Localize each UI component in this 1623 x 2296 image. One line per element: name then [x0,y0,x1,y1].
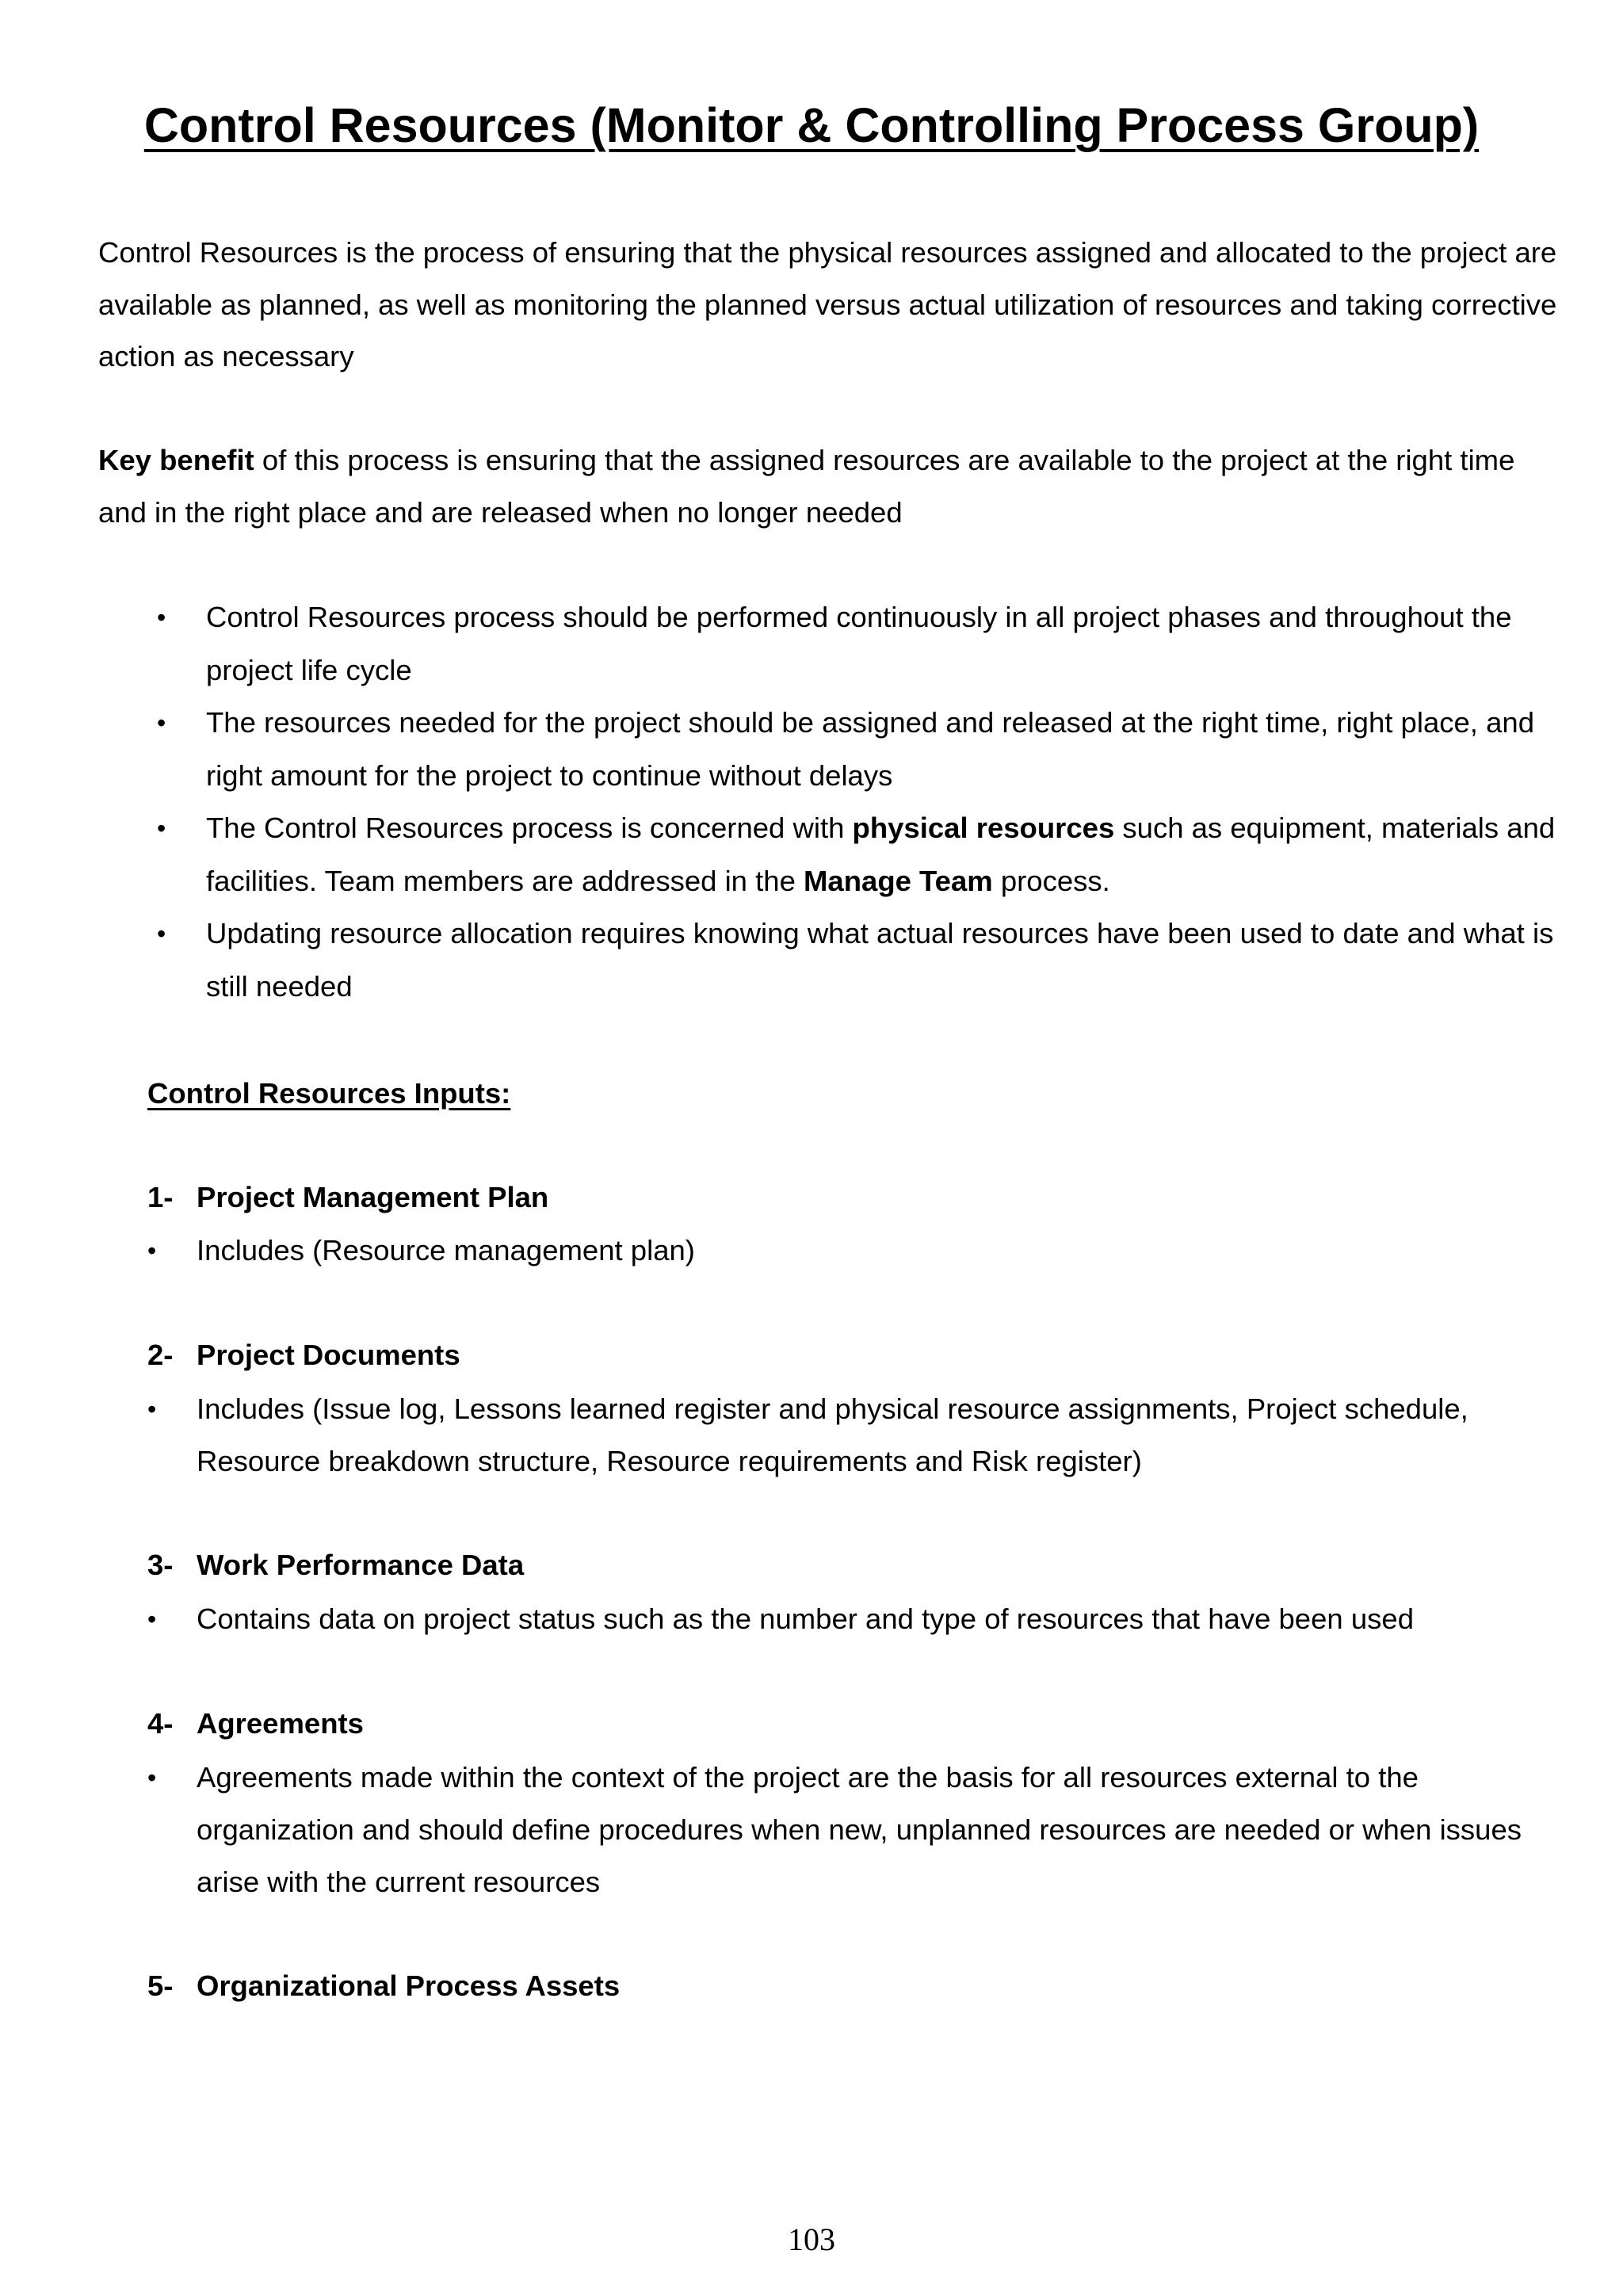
process-bullet-list [98,591,1572,1013]
key-benefit-label: Key benefit [98,444,254,476]
bullet-icon: • [147,1236,157,1265]
page-number: 103 [788,2222,835,2257]
input-detail-2 [147,1383,1566,1488]
input-number: 3- [147,1549,174,1581]
bullet-bold: physical resources [852,812,1115,844]
bullet-item: • The resources needed for the project should be assigned and released at the right time, right place, and right amount for the project to continue without delays [98,697,1572,802]
input-title-5 [147,1960,620,2012]
key-benefit-paragraph [98,434,1564,538]
page-title: Control Resources (Monitor & Controlling Process Group) [143,98,1480,152]
bullet-icon: • [147,1605,157,1633]
input-detail-text: Agreements made within the context of the project are the basis for all resources external to the organization and should define procedures when new, unplanned resources are needed or when issues arise with the current resources [197,1761,1522,1898]
input-number: 2- [147,1339,174,1371]
input-number: 5- [147,1969,174,2002]
bullet-text: The Control Resources process is concerned with [206,812,853,844]
key-benefit-text: of this process is ensuring that the assigned resources are available to the project at the right time and in the right place and are released when no longer needed [98,444,1515,529]
input-title-3 [147,1539,524,1591]
input-title-4 [147,1698,364,1750]
input-detail-1 [147,1224,1566,1277]
input-number: 4- [147,1707,174,1740]
bullet-text: such as equipment, materials and facilities. Team members are addressed in the [206,812,1556,897]
input-title-text: Project Management Plan [197,1181,549,1213]
input-title-1 [147,1171,548,1224]
bullet-item: • Control Resources process should be performed continuously in all project phases and throughout the project life cycle [98,591,1572,697]
input-title-text: Work Performance Data [197,1549,525,1581]
bullet-icon: • [147,1395,157,1423]
input-number: 1- [147,1181,174,1213]
inputs-heading: Control Resources Inputs: [147,1077,511,1110]
bullet-item: • Updating resource allocation requires knowing what actual resources have been used to date and what is still needed [98,907,1572,1013]
bullet-text: process. [992,864,1110,897]
bullet-item [98,802,1572,907]
input-title-text: Organizational Process Assets [197,1969,621,2002]
input-title-2 [147,1329,460,1381]
input-detail-4 [147,1752,1566,1908]
input-detail-text: Includes (Resource management plan) [197,1234,695,1266]
input-detail-3 [147,1593,1566,1645]
input-title-text: Agreements [197,1707,364,1740]
input-title-text: Project Documents [197,1339,460,1371]
input-detail-text: Contains data on project status such as the number and type of resources that have been used [197,1603,1414,1635]
intro-paragraph: Control Resources is the process of ensuring that the physical resources assigned and allocated to the project are available as planned, as well as monitoring the planned versus actual utilization of resources and taking corrective action as necessary [98,236,1557,372]
bullet-bold: Manage Team [804,864,993,897]
bullet-icon: • [147,1763,157,1792]
input-detail-text: Includes (Issue log, Lessons learned register and physical resource assignments, Project schedule, Resource breakdown structure, Resource requirements and Risk register) [197,1392,1468,1477]
